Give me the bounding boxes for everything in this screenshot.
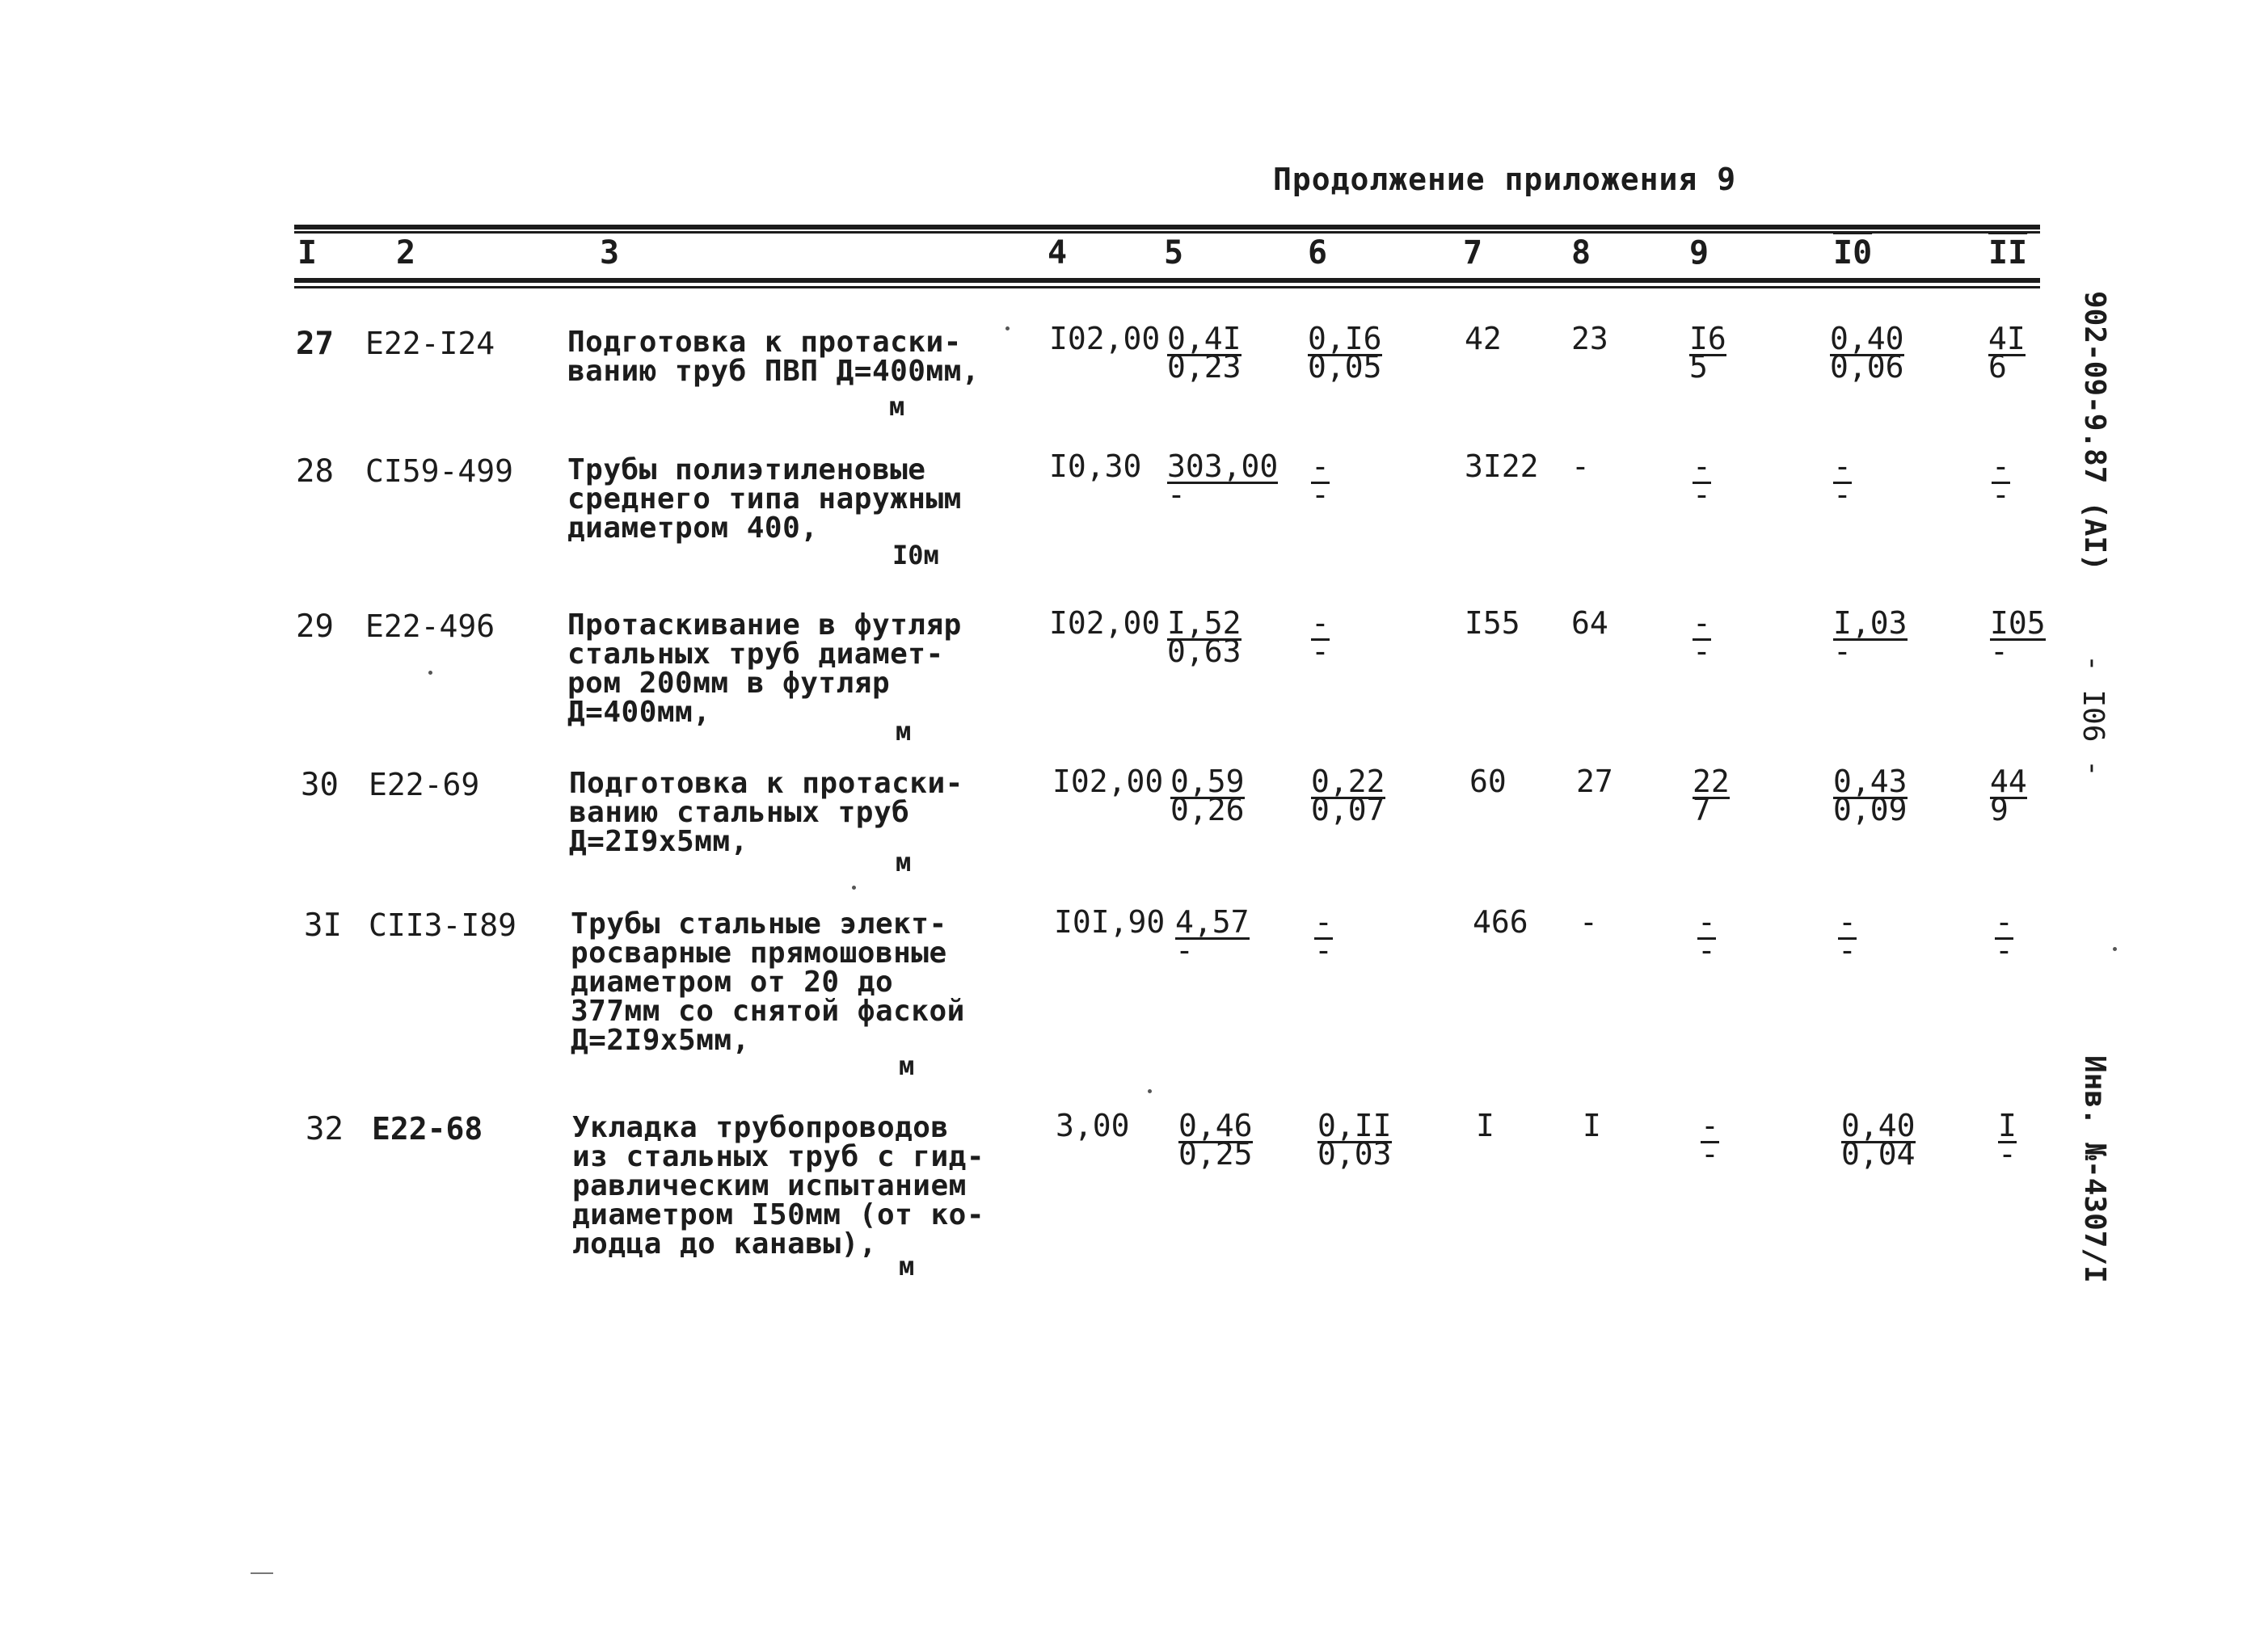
row-col8: 23 — [1571, 321, 1608, 356]
col-header-10: I0 — [1833, 234, 1873, 272]
col-header-8: 8 — [1571, 234, 1591, 272]
row-col11: - - — [1992, 448, 2010, 512]
row-description: Протаскивание в футляр стальных труб диамет- ром 200мм в футляр Д=400мм, — [567, 608, 962, 729]
row-qty: I0I,90 — [1054, 904, 1166, 940]
row-col10: I,03 - — [1833, 605, 1908, 669]
row-col11: - - — [1995, 904, 2013, 968]
col-header-7: 7 — [1463, 234, 1483, 272]
header-bottom-rule — [294, 278, 2040, 283]
table-top-rule — [294, 225, 2040, 229]
row-qty: I02,00 — [1049, 605, 1161, 641]
row-unit: м — [889, 391, 905, 422]
col-header-3: 3 — [600, 234, 620, 272]
row-col11: I05 - — [1990, 605, 2046, 669]
row-col6: - - — [1311, 448, 1330, 512]
row-col6: - - — [1311, 605, 1330, 669]
row-code: Е22-69 — [369, 767, 480, 802]
row-unit: м — [896, 716, 912, 747]
row-col8: I — [1583, 1108, 1601, 1143]
row-code: СII3-I89 — [369, 907, 517, 943]
row-unit: I0м — [892, 540, 939, 570]
row-col9: - - — [1693, 605, 1711, 669]
row-qty: I0,30 — [1049, 448, 1142, 484]
row-description: Подготовка к протаски- ванию стальных труб Д=2I9х5мм, — [569, 767, 963, 858]
row-qty: I02,00 — [1052, 764, 1164, 799]
row-col8: - — [1579, 904, 1598, 940]
row-col11: I - — [1998, 1108, 2017, 1172]
row-col6: - - — [1314, 904, 1333, 968]
row-col10: $\frac{0,43}{0,09}$ — [1833, 764, 1908, 827]
row-col6: $\frac{0,I6}{0,05}$ — [1308, 321, 1382, 385]
row-col9: $\frac{I6}{5}$ — [1689, 321, 1726, 385]
row-number: 32 — [306, 1111, 344, 1147]
table-top-rule-inner — [294, 231, 2040, 234]
row-qty: I02,00 — [1049, 321, 1161, 356]
row-col10: - - — [1833, 448, 1852, 512]
row-col5: $\frac{0,4I}{0,23}$ — [1167, 321, 1241, 385]
row-col10: $\frac{0,40}{0,04}$ — [1841, 1108, 1916, 1172]
row-col9: $\frac{22}{7}$ — [1693, 764, 1730, 827]
row-col9: - - — [1701, 1108, 1719, 1172]
row-description: Трубы полиэтиленовые среднего типа наружным диаметром 400, — [567, 453, 962, 545]
col-header-9: 9 — [1689, 234, 1709, 272]
scan-speck — [852, 886, 856, 890]
col-header-11: $\overline{II}$ — [1988, 234, 2028, 272]
row-col6: $\frac{0,II}{0,03}$ — [1317, 1108, 1392, 1172]
row-col5: $\frac{0,46}{0,25}$ — [1178, 1108, 1253, 1172]
row-col11: $\frac{4I}{6}$ — [1988, 321, 2026, 385]
row-col7: 60 — [1469, 764, 1507, 799]
row-col8: - — [1571, 448, 1590, 484]
row-unit: м — [899, 1251, 915, 1282]
row-col11: $\frac{44}{9}$ — [1990, 764, 2027, 827]
row-code: СI59-499 — [365, 453, 514, 489]
col-header-4: 4 — [1048, 234, 1068, 272]
side-document-code: 902-09-9.87 (АI) — [2078, 291, 2111, 571]
col-header-1: I — [297, 234, 318, 272]
row-description: Трубы стальные элект- росварные прямошовные диаметром от 20 до 377мм со снятой фаской Д=2I9х5мм, — [571, 907, 965, 1057]
side-page-number: - I06 - — [2076, 655, 2110, 777]
col-header-5: 5 — [1164, 234, 1184, 272]
row-col10: $\frac{0,40}{0,06}$ — [1830, 321, 1904, 385]
header-bottom-rule-inner — [294, 286, 2040, 288]
row-col9: - - — [1697, 904, 1716, 968]
row-col5: $\frac{I,52}{0,63}$ — [1167, 605, 1241, 669]
row-unit: м — [899, 1050, 915, 1081]
side-inventory-number: Инв. №-4307/I — [2078, 1055, 2111, 1283]
row-description: Укладка трубопроводов из стальных труб с гид- равлическим испытанием диаметром I50мм (от ко- лодца до канавы), — [572, 1111, 984, 1261]
row-unit: м — [896, 847, 912, 878]
row-col5: 4,57 - — [1175, 904, 1250, 968]
row-col5: 303,00 - — [1167, 448, 1279, 512]
row-number: 27 — [296, 326, 334, 362]
row-col7: 466 — [1473, 904, 1528, 940]
row-number: 29 — [296, 608, 334, 645]
scan-mark — [251, 1572, 273, 1574]
col-header-2: 2 — [396, 234, 416, 272]
row-col7: 3I22 — [1465, 448, 1539, 484]
row-col5: $\frac{0,59}{0,26}$ — [1170, 764, 1245, 827]
row-col8: 64 — [1571, 605, 1608, 641]
scan-speck — [1148, 1089, 1152, 1093]
row-col9: - - — [1693, 448, 1711, 512]
row-code: Е22-496 — [365, 608, 495, 644]
col-header-6: 6 — [1308, 234, 1328, 272]
row-col10: - - — [1838, 904, 1857, 968]
scan-speck — [2113, 947, 2117, 951]
scan-speck — [1005, 326, 1010, 330]
row-code: Е22-68 — [372, 1111, 483, 1147]
page-heading: Продолжение приложения 9 — [1273, 162, 1737, 197]
row-code: Е22-I24 — [365, 326, 495, 361]
row-col8: 27 — [1576, 764, 1613, 799]
row-number: 28 — [296, 453, 334, 490]
row-col7: I55 — [1465, 605, 1520, 641]
row-col6: $\frac{0,22}{0,07}$ — [1311, 764, 1385, 827]
row-col7: I — [1476, 1108, 1494, 1143]
row-qty: 3,00 — [1056, 1108, 1130, 1143]
row-description: Подготовка к протаски- ванию труб ПВП Д=400мм, — [567, 326, 980, 388]
row-number: 30 — [301, 767, 339, 803]
row-col7: 42 — [1465, 321, 1502, 356]
scan-speck — [428, 671, 432, 675]
row-number: 3I — [304, 907, 342, 944]
